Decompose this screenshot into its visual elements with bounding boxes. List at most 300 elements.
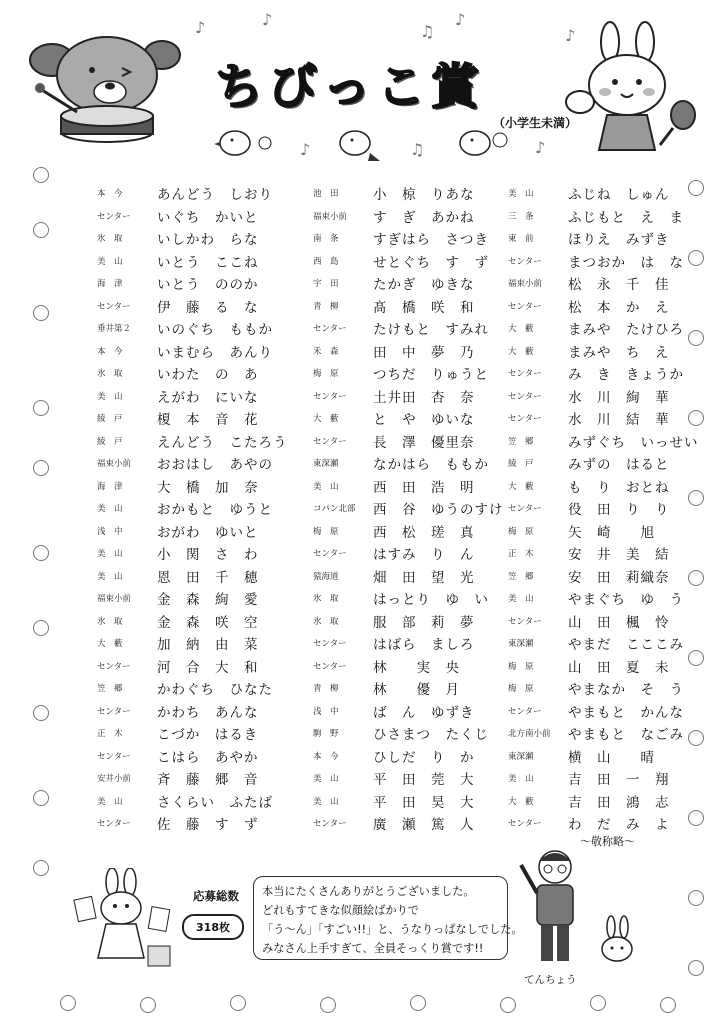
list-item [313,385,513,408]
school-label: センター [508,369,542,380]
school-label: 梅 原 [508,526,534,537]
school-label: 東深瀬 [313,459,339,470]
list-item [97,722,297,745]
school-label: 安井小前 [97,774,132,785]
child-name: 安 井 美 結 [568,547,670,564]
border-ring-decoration [60,995,76,1011]
music-note-icon: ♪ [195,18,206,37]
store-manager-illustration [515,845,595,973]
child-name: も り おとね [568,479,670,496]
list-item [313,610,513,633]
border-ring-decoration [590,995,606,1011]
child-name: いしかわ らな [157,232,259,249]
school-label: センター [508,819,542,830]
child-name: たかぎ ゆきな [373,277,475,294]
child-name: やまなか そ う [568,682,684,699]
list-item [97,767,297,790]
child-name: すぎはら さつき [373,232,489,249]
list-item [313,700,513,723]
list-item [97,700,297,723]
list-item [97,542,297,565]
list-item [313,542,513,565]
child-name: 長 澤 優里奈 [373,434,475,451]
child-name: いのぐち ももか [157,322,273,339]
school-label: センター [508,504,542,515]
list-item [508,295,708,318]
name-column-1 [97,182,297,835]
child-name: 西 松 瑳 真 [373,524,475,541]
chicks-illustration [210,118,520,163]
border-ring-decoration [320,997,336,1013]
child-name: ふじもと え ま [568,209,684,226]
school-label: 綾 戸 [97,414,123,425]
school-label: 綾 戸 [97,436,123,447]
speaker-label: てんちょう [524,974,577,986]
list-item [313,452,513,475]
list-item [508,587,708,610]
child-name: あんどう しおり [157,187,273,204]
list-item [508,812,708,835]
list-item [508,340,708,363]
list-item [508,790,708,813]
child-name: おがわ ゆいと [157,524,259,541]
list-item [313,182,513,205]
school-label: 笠 郷 [508,436,534,447]
list-item [508,655,708,678]
rabbit-holding-papers-illustration [70,868,175,978]
child-name: 土井田 杏 奈 [373,389,475,406]
child-name: 山 田 楓 怜 [568,614,670,631]
school-label: コパン北部 [313,504,356,515]
child-name: 西 谷 ゆうのすけ [373,502,504,519]
list-item [508,520,708,543]
child-name: 金 森 咲 空 [157,614,259,631]
page-title: ちびっこ賞 [215,59,486,115]
border-ring-decoration [688,890,704,906]
music-note-icon: ♪ [455,10,466,29]
list-item [313,565,513,588]
list-item [508,227,708,250]
list-item [97,812,297,835]
list-item [313,362,513,385]
school-label: 正 木 [508,549,534,560]
child-name: いぐち かいと [157,209,259,226]
school-label: 美 山 [97,391,123,402]
list-item [313,812,513,835]
school-label: センター [313,661,347,672]
list-item [313,340,513,363]
school-label: 美 山 [313,796,339,807]
school-label: 青 柳 [313,684,339,695]
child-name: たけもと すみれ [373,322,489,339]
list-item [508,250,708,273]
school-label: 南 条 [313,234,339,245]
child-name: なかはら ももか [373,457,489,474]
child-name: 平 田 昊 大 [373,794,475,811]
child-name: やまぐち ゆ う [568,592,684,609]
child-name: 安 田 莉織奈 [568,569,670,586]
child-name: えがわ にいな [157,389,259,406]
school-label: センター [508,414,542,425]
list-item [508,565,708,588]
border-ring-decoration [33,790,49,806]
child-name: えんどう こたろう [157,434,288,451]
school-label: 氷 取 [97,616,123,627]
school-label: センター [313,436,347,447]
message-box [253,876,523,960]
list-item [97,610,297,633]
child-name: 小 椋 りあな [373,187,475,204]
school-label: 本 今 [97,189,123,200]
list-item [313,295,513,318]
border-ring-decoration [500,997,516,1013]
school-label: 東深瀬 [508,639,534,650]
child-name: いとう ののか [157,277,259,294]
school-label: センター [313,324,347,335]
list-item [97,520,297,543]
border-ring-decoration [410,995,426,1011]
entry-count-label: 応募総数 [193,889,239,903]
list-item [97,475,297,498]
list-item [313,497,513,520]
school-label: 氷 取 [97,234,123,245]
school-label: 福束小前 [313,211,348,222]
message-line: みなさん上手すぎて、全員そっくり賞です!! [262,942,484,955]
school-label: センター [313,549,347,560]
list-item [97,250,297,273]
list-item [97,497,297,520]
child-name: みずの はると [568,457,670,474]
child-name: 矢 崎 旭 [568,524,655,541]
school-label: センター [508,706,542,717]
child-name: ば ん ゆずき [373,704,475,721]
list-item [97,452,297,475]
child-name: いわた の あ [157,367,259,384]
school-label: センター [97,751,131,762]
small-rabbit-illustration [595,915,640,975]
message-line: どれもすてきな似顔絵ばかりで [262,904,419,917]
border-ring-decoration [33,460,49,476]
border-ring-decoration [33,705,49,721]
child-name: ほりえ みずき [568,232,670,249]
child-name: まつおか は な [568,254,684,271]
list-item [97,587,297,610]
school-label: センター [508,616,542,627]
child-name: 河 合 大 和 [157,659,259,676]
list-item [313,205,513,228]
list-item [97,407,297,430]
border-ring-decoration [33,860,49,876]
school-label: 大 藪 [97,639,123,650]
dog-drummer-illustration [22,20,182,160]
list-item [508,205,708,228]
name-column-2 [313,182,513,835]
list-item [508,475,708,498]
school-label: 浅 中 [97,526,123,537]
child-name: ひしだ り か [373,749,475,766]
child-name: まみや たけひろ [568,322,684,339]
list-item [508,610,708,633]
music-note-icon: ♪ [262,10,273,29]
school-label: 池 田 [313,189,339,200]
music-note-icon: ♪ [535,138,546,157]
school-label: 梅 原 [508,684,534,695]
list-item [508,385,708,408]
school-label: 美 山 [508,594,534,605]
child-name: 加 納 由 菜 [157,637,259,654]
child-name: つちだ りゅうと [373,367,489,384]
list-item [97,272,297,295]
child-name: やまもと かんな [568,704,684,721]
child-name: 恩 田 千 穂 [157,569,259,586]
school-label: センター [508,256,542,267]
school-label: 美 山 [508,189,534,200]
child-name: 水 川 絢 華 [568,389,670,406]
school-label: 笠 郷 [97,684,123,695]
rabbit-maracas-illustration [555,20,715,160]
child-name: せとぐち す ず [373,254,489,271]
border-ring-decoration [660,997,676,1013]
music-note-icon: ♫ [410,140,425,159]
school-label: 福束小前 [97,459,132,470]
school-label: 美 山 [508,774,534,785]
child-name: 平 田 莞 大 [373,772,475,789]
school-label: 梅 原 [313,526,339,537]
child-name: す ぎ あかね [373,209,475,226]
school-label: 美 山 [97,571,123,582]
list-item [508,182,708,205]
school-label: 福束小前 [508,279,543,290]
school-label: 垂井第２ [97,324,132,335]
school-label: 美 山 [313,481,339,492]
child-name: 斉 藤 郷 音 [157,772,259,789]
border-ring-decoration [33,305,49,321]
school-label: 大 藪 [508,796,534,807]
school-label: 浅 中 [313,706,339,717]
music-note-icon: ♫ [420,22,435,41]
list-item [97,340,297,363]
list-item [97,565,297,588]
border-ring-decoration [33,545,49,561]
child-name: 吉 田 鴻 志 [568,794,670,811]
school-label: 福束小前 [97,594,132,605]
school-label: 氷 取 [313,616,339,627]
list-item [97,677,297,700]
school-label: センター [97,706,131,717]
list-item [508,767,708,790]
child-name: はすみ り ん [373,547,475,564]
list-item [313,767,513,790]
list-item [508,745,708,768]
child-name: み き きょうか [568,367,684,384]
entry-count-badge: 318枚 [182,914,244,940]
honorific-note: ～敬称略～ [580,835,635,848]
child-name: 林 優 月 [373,682,460,699]
list-item [313,745,513,768]
list-item [313,227,513,250]
school-label: センター [313,639,347,650]
child-name: 大 橋 加 奈 [157,479,259,496]
list-item [508,317,708,340]
child-name: 榎 本 音 花 [157,412,259,429]
border-ring-decoration [33,400,49,416]
school-label: 美 山 [97,504,123,515]
school-label: 駒 野 [313,729,339,740]
child-name: わ だ み よ [568,817,670,834]
child-name: 吉 田 一 翔 [568,772,670,789]
school-label: 本 今 [313,751,339,762]
list-item [313,587,513,610]
list-item [508,362,708,385]
list-item [313,407,513,430]
list-item [97,632,297,655]
child-name: 髙 橋 咲 和 [373,299,475,316]
school-label: 美 山 [97,256,123,267]
list-item [313,722,513,745]
child-name: 田 中 夢 乃 [373,344,475,361]
child-name: はばら ましろ [373,637,475,654]
child-name: 小 関 さ わ [157,547,259,564]
list-item [508,542,708,565]
child-name: おおはし あやの [157,457,273,474]
school-label: 美 山 [97,549,123,560]
school-label: 海 津 [97,481,123,492]
school-label: センター [508,301,542,312]
list-item [313,632,513,655]
school-label: 海 津 [97,279,123,290]
school-label: 本 今 [97,346,123,357]
list-item [97,227,297,250]
child-name: 水 川 結 華 [568,412,670,429]
school-label: センター [97,301,131,312]
border-ring-decoration [33,222,49,238]
child-name: みずぐち いっせい [568,434,699,451]
school-label: 東 前 [508,234,534,245]
child-name: こづか はるき [157,727,259,744]
list-item [313,790,513,813]
child-name: 松 本 か え [568,299,670,316]
list-item [508,722,708,745]
border-ring-decoration [33,167,49,183]
child-name: ひさまつ たくじ [373,727,489,744]
school-label: 美 山 [313,774,339,785]
border-ring-decoration [140,997,156,1013]
school-label: 東深瀬 [508,751,534,762]
child-name: ふじね しゅん [568,187,670,204]
list-item [313,250,513,273]
child-name: 金 森 絢 愛 [157,592,259,609]
school-label: 氷 取 [313,594,339,605]
list-item [313,272,513,295]
child-name: 林 実 央 [373,659,460,676]
list-item [97,385,297,408]
list-item [97,317,297,340]
list-item [97,430,297,453]
school-label: 大 藪 [508,481,534,492]
child-name: 佐 藤 す ず [157,817,259,834]
child-name: おかもと ゆうと [157,502,273,519]
list-item [508,452,708,475]
list-item [508,497,708,520]
border-ring-decoration [688,960,704,976]
list-item [508,700,708,723]
list-item [508,632,708,655]
school-label: センター [508,391,542,402]
child-name: やまだ こここみ [568,637,684,654]
school-label: センター [97,661,131,672]
list-item [313,677,513,700]
child-name: はっとり ゆ い [373,592,489,609]
child-name: かわぐち ひなた [157,682,273,699]
child-name: かわち あんな [157,704,259,721]
school-label: センター [97,211,131,222]
list-item [97,295,297,318]
list-item [508,272,708,295]
list-item [313,520,513,543]
school-label: センター [97,819,131,830]
school-label: 禾 森 [313,346,339,357]
school-label: 大 藪 [508,324,534,335]
list-item [313,655,513,678]
school-label: 西 島 [313,256,339,267]
child-name: いとう ここね [157,254,259,271]
school-label: 北方南小前 [508,729,551,740]
child-name: と や ゆいな [373,412,475,429]
school-label: 綾 戸 [508,459,534,470]
child-name: 服 部 莉 夢 [373,614,475,631]
music-note-icon: ♪ [300,140,311,159]
school-label: 笠 郷 [508,571,534,582]
border-ring-decoration [230,995,246,1011]
child-name: やまもと なごみ [568,727,684,744]
border-ring-decoration [33,620,49,636]
list-item [97,745,297,768]
child-name: さくらい ふたば [157,794,273,811]
list-item [97,790,297,813]
list-item [97,362,297,385]
child-name: いまむら あんり [157,344,273,361]
school-label: 美 山 [97,796,123,807]
child-name: 廣 瀬 篤 人 [373,817,475,834]
child-name: 畑 田 望 光 [373,569,475,586]
school-label: 猿海道 [313,571,339,582]
school-label: 大 藪 [508,346,534,357]
list-item [97,205,297,228]
child-name: 役 田 り り [568,502,670,519]
list-item [313,475,513,498]
list-item [508,407,708,430]
school-label: 正 木 [97,729,123,740]
child-name: 山 田 夏 未 [568,659,670,676]
school-label: 梅 原 [313,369,339,380]
message-line: 本当にたくさんありがとうございました。 [262,885,475,898]
child-name: まみや ち え [568,344,670,361]
school-label: 氷 取 [97,369,123,380]
list-item [97,655,297,678]
child-name: こはら あやか [157,749,259,766]
child-name: 伊 藤 る な [157,299,259,316]
name-column-3 [508,182,708,835]
music-note-icon: ♪ [565,26,576,45]
list-item [508,677,708,700]
school-label: 宇 田 [313,279,339,290]
list-item [97,182,297,205]
school-label: 梅 原 [508,661,534,672]
list-item [508,430,708,453]
child-name: 横 山 晴 [568,749,655,766]
school-label: 三 条 [508,211,534,222]
child-name: 松 永 千 佳 [568,277,670,294]
